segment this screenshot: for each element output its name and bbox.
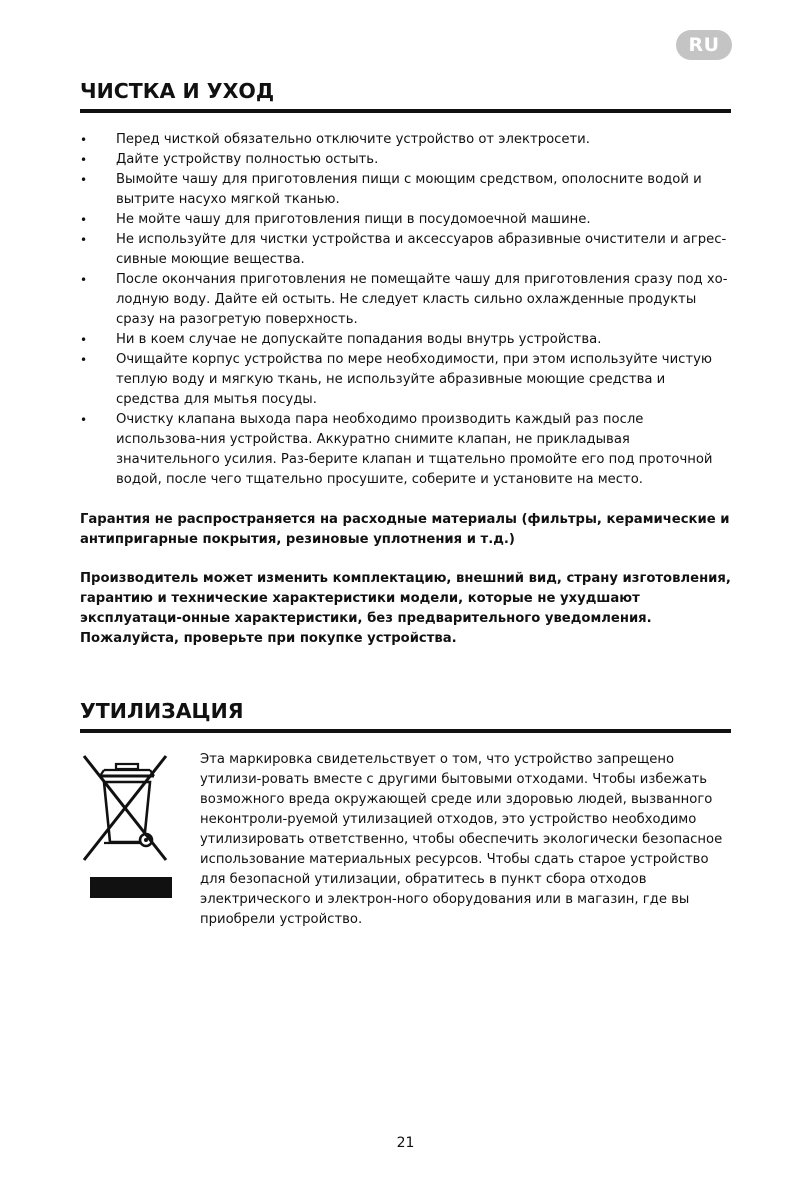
list-item-text: Очищайте корпус устройства по мере необходимости, при этом используйте чистую теплую воду и мягкую ткань, не используйте абразивные моющие средства и средства для мытья посуды.: [116, 352, 712, 407]
disposal-title: УТИЛИЗАЦИЯ: [80, 699, 244, 723]
list-item-text: Вымойте чашу для приготовления пищи с моющим средством, ополосните водой и вытрите насухо мягкой тканью.: [116, 172, 702, 207]
cleaning-title: ЧИСТКА И УХОД: [80, 79, 275, 103]
list-item: [80, 230, 731, 270]
list-item-text: Не используйте для чистки устройства и аксессуаров абразивные очистители и агрес-сивные моющие вещества.: [116, 232, 727, 267]
crossed-out-wheelie-bin-icon: [80, 752, 176, 900]
language-badge: RU: [676, 30, 732, 60]
bullet-icon: •: [80, 233, 88, 247]
bullet-icon: •: [80, 273, 88, 287]
list-item-text: Перед чисткой обязательно отключите устройство от электросети.: [116, 132, 590, 147]
list-item: [80, 330, 731, 350]
warranty-note: Гарантия не распространяется на расходные материалы (фильтры, керамические и антипригарные покрытия, резиновые уплотнения и т.д.): [80, 512, 730, 547]
bullet-icon: •: [80, 133, 88, 147]
list-item: [80, 170, 731, 210]
list-item: [80, 410, 731, 490]
disposal-title-rule: [80, 729, 731, 733]
bullet-icon: •: [80, 173, 88, 187]
list-item: [80, 130, 731, 150]
list-item-text: После окончания приготовления не помещайте чашу для приготовления сразу под хо-лодную воду. Дайте ей остыть. Не следует класть сильно охлажденные продукты сразу на разогретую поверхность.: [116, 272, 728, 327]
bullet-icon: •: [80, 353, 88, 367]
manufacturer-note: Производитель может изменить комплектацию, внешний вид, страну изготовления, гарантию и технические характеристики модели, которые не ухудшают эксплуатаци-онные характеристики, без предварительного уведомления. Пожалуйста, проверьте при покупке устройства.: [80, 571, 731, 646]
disposal-description: Эта маркировка свидетельствует о том, что устройство запрещено утилизи-ровать вместе с другими бытовыми отходами. Чтобы избежать возможного вреда окружающей среде или здоровью людей, вызванного неконтроли-руемой утилизацией отходов, это устройство необходимо утилизировать ответственно, чтобы обеспечить экологически безопасное использование материальных ресурсов. Чтобы сдать старое устройство для безопасной утилизации, обратитесь в пункт сбора отходов электрического и электрон-ного оборудования или в магазин, где вы приобрели устройство.: [200, 752, 723, 927]
list-item-text: Дайте устройству полностью остыть.: [116, 152, 379, 167]
list-item: [80, 150, 731, 170]
bullet-icon: •: [80, 153, 88, 167]
bullet-icon: •: [80, 213, 88, 227]
list-item-text: Не мойте чашу для приготовления пищи в посудомоечной машине.: [116, 212, 591, 227]
cleaning-title-rule: [80, 109, 731, 113]
bullet-icon: •: [80, 333, 88, 347]
list-item-text: Ни в коем случае не допускайте попадания воды внутрь устройства.: [116, 332, 602, 347]
bullet-icon: •: [80, 413, 88, 427]
cleaning-instructions-list: [80, 130, 731, 490]
list-item-text: Очистку клапана выхода пара необходимо производить каждый раз после использова-ния устройства. Аккуратно снимите клапан, не прикладывая значительного усилия. Раз-берите клапан и тщательно промойте его под проточной водой, после чего тщательно просушите, соберите и установите на место.: [116, 412, 713, 487]
list-item: [80, 210, 731, 230]
page-number: 21: [396, 1135, 415, 1151]
list-item: [80, 350, 731, 410]
list-item: [80, 270, 731, 330]
